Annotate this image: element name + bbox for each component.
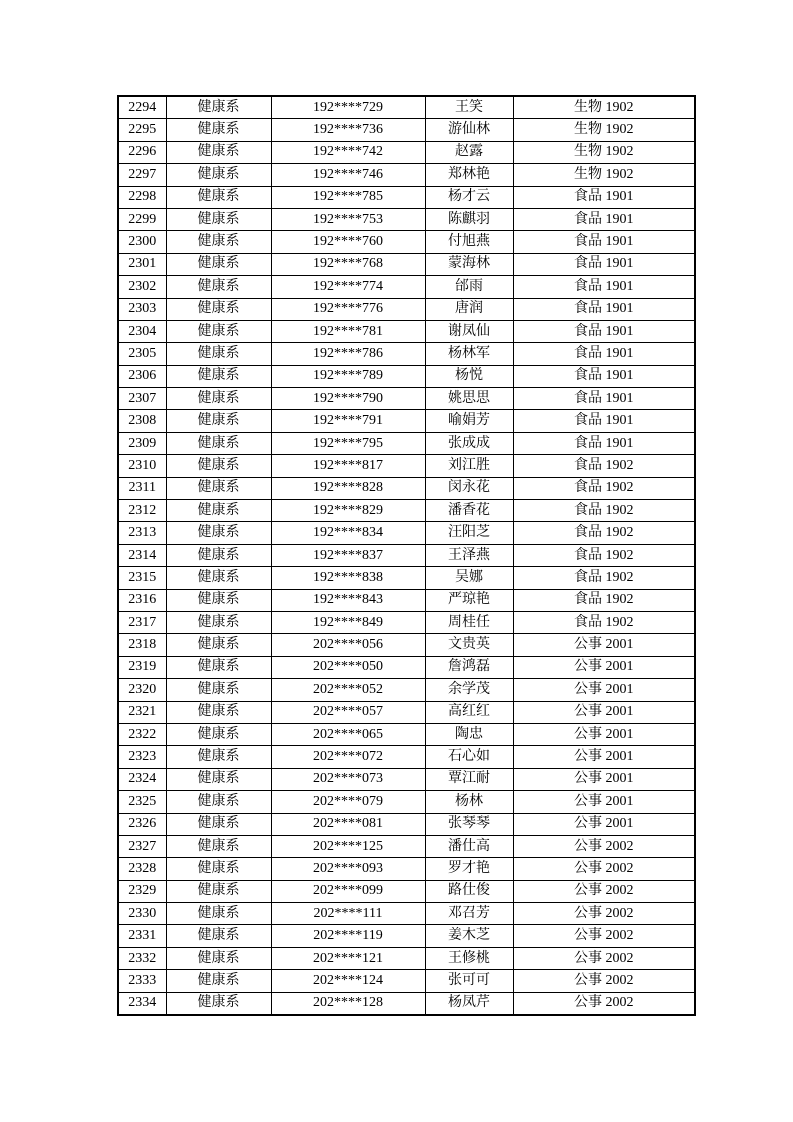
- table-row: [118, 679, 695, 701]
- cell-department: 健康系: [166, 365, 271, 387]
- cell-class: 公事 2001: [513, 746, 695, 768]
- cell-department: 健康系: [166, 746, 271, 768]
- cell-department: 健康系: [166, 253, 271, 275]
- cell-number: 2302: [118, 276, 166, 298]
- cell-number: 2322: [118, 723, 166, 745]
- cell-student-name: 杨林军: [425, 343, 513, 365]
- cell-number: 2316: [118, 589, 166, 611]
- cell-class: 公事 2002: [513, 835, 695, 857]
- cell-number: 2303: [118, 298, 166, 320]
- cell-class: 食品 1902: [513, 544, 695, 566]
- cell-student-id: 192****753: [271, 208, 425, 230]
- cell-student-id: 202****081: [271, 813, 425, 835]
- cell-student-name: 赵露: [425, 141, 513, 163]
- cell-department: 健康系: [166, 141, 271, 163]
- cell-department: 健康系: [166, 992, 271, 1015]
- cell-department: 健康系: [166, 276, 271, 298]
- cell-class: 生物 1902: [513, 164, 695, 186]
- table-row: [118, 656, 695, 678]
- cell-department: 健康系: [166, 701, 271, 723]
- cell-department: 健康系: [166, 723, 271, 745]
- cell-number: 2300: [118, 231, 166, 253]
- cell-student-name: 陈麒羽: [425, 208, 513, 230]
- cell-department: 健康系: [166, 903, 271, 925]
- cell-number: 2323: [118, 746, 166, 768]
- table-row: [118, 208, 695, 230]
- cell-department: 健康系: [166, 388, 271, 410]
- cell-class: 食品 1901: [513, 253, 695, 275]
- cell-department: 健康系: [166, 947, 271, 969]
- table-row: [118, 388, 695, 410]
- cell-student-name: 唐润: [425, 298, 513, 320]
- cell-department: 健康系: [166, 455, 271, 477]
- cell-student-name: 潘仕高: [425, 835, 513, 857]
- table-row: [118, 634, 695, 656]
- cell-department: 健康系: [166, 880, 271, 902]
- table-row: [118, 455, 695, 477]
- cell-class: 食品 1902: [513, 477, 695, 499]
- table-row: [118, 365, 695, 387]
- cell-department: 健康系: [166, 231, 271, 253]
- cell-student-name: 路仕俊: [425, 880, 513, 902]
- student-roster-body: [118, 96, 695, 1015]
- cell-class: 公事 2002: [513, 992, 695, 1015]
- table-row: [118, 276, 695, 298]
- cell-student-id: 192****837: [271, 544, 425, 566]
- cell-department: 健康系: [166, 343, 271, 365]
- cell-student-name: 王泽燕: [425, 544, 513, 566]
- cell-department: 健康系: [166, 544, 271, 566]
- cell-student-id: 202****052: [271, 679, 425, 701]
- cell-student-name: 郑林艳: [425, 164, 513, 186]
- cell-student-name: 张可可: [425, 970, 513, 992]
- cell-student-id: 202****121: [271, 947, 425, 969]
- cell-department: 健康系: [166, 791, 271, 813]
- cell-class: 公事 2001: [513, 656, 695, 678]
- cell-department: 健康系: [166, 119, 271, 141]
- cell-department: 健康系: [166, 858, 271, 880]
- cell-student-id: 192****791: [271, 410, 425, 432]
- cell-number: 2311: [118, 477, 166, 499]
- cell-class: 公事 2002: [513, 903, 695, 925]
- table-row: [118, 925, 695, 947]
- cell-student-id: 202****125: [271, 835, 425, 857]
- cell-department: 健康系: [166, 410, 271, 432]
- cell-class: 公事 2001: [513, 701, 695, 723]
- cell-student-name: 潘香花: [425, 500, 513, 522]
- cell-class: 食品 1902: [513, 611, 695, 633]
- cell-number: 2297: [118, 164, 166, 186]
- cell-number: 2306: [118, 365, 166, 387]
- cell-student-name: 刘江胜: [425, 455, 513, 477]
- table-row: [118, 186, 695, 208]
- cell-student-id: 202****050: [271, 656, 425, 678]
- table-row: [118, 992, 695, 1015]
- cell-student-id: 202****111: [271, 903, 425, 925]
- cell-class: 生物 1902: [513, 119, 695, 141]
- cell-number: 2294: [118, 96, 166, 119]
- cell-department: 健康系: [166, 589, 271, 611]
- table-row: [118, 544, 695, 566]
- cell-class: 公事 2002: [513, 970, 695, 992]
- cell-number: 2312: [118, 500, 166, 522]
- cell-number: 2324: [118, 768, 166, 790]
- cell-class: 食品 1901: [513, 320, 695, 342]
- cell-number: 2325: [118, 791, 166, 813]
- cell-class: 公事 2002: [513, 925, 695, 947]
- cell-student-name: 王修桃: [425, 947, 513, 969]
- cell-student-name: 杨凤芹: [425, 992, 513, 1015]
- cell-department: 健康系: [166, 768, 271, 790]
- cell-student-name: 覃江耐: [425, 768, 513, 790]
- cell-student-id: 192****774: [271, 276, 425, 298]
- cell-number: 2319: [118, 656, 166, 678]
- cell-class: 生物 1902: [513, 141, 695, 163]
- cell-number: 2334: [118, 992, 166, 1015]
- cell-department: 健康系: [166, 320, 271, 342]
- cell-student-name: 喻娟芳: [425, 410, 513, 432]
- cell-student-id: 192****781: [271, 320, 425, 342]
- cell-student-name: 文贵英: [425, 634, 513, 656]
- cell-class: 公事 2001: [513, 634, 695, 656]
- cell-department: 健康系: [166, 835, 271, 857]
- cell-number: 2304: [118, 320, 166, 342]
- cell-department: 健康系: [166, 432, 271, 454]
- cell-class: 食品 1901: [513, 208, 695, 230]
- cell-department: 健康系: [166, 96, 271, 119]
- cell-class: 生物 1902: [513, 96, 695, 119]
- cell-student-id: 192****817: [271, 455, 425, 477]
- table-row: [118, 835, 695, 857]
- cell-class: 食品 1901: [513, 388, 695, 410]
- cell-department: 健康系: [166, 298, 271, 320]
- table-row: [118, 96, 695, 119]
- cell-student-id: 202****057: [271, 701, 425, 723]
- cell-number: 2333: [118, 970, 166, 992]
- cell-class: 食品 1901: [513, 298, 695, 320]
- cell-class: 公事 2001: [513, 768, 695, 790]
- cell-student-name: 杨悦: [425, 365, 513, 387]
- cell-department: 健康系: [166, 634, 271, 656]
- cell-department: 健康系: [166, 567, 271, 589]
- table-row: [118, 880, 695, 902]
- table-row: [118, 253, 695, 275]
- cell-department: 健康系: [166, 208, 271, 230]
- cell-student-id: 202****128: [271, 992, 425, 1015]
- cell-student-id: 202****065: [271, 723, 425, 745]
- cell-student-name: 詹鸿磊: [425, 656, 513, 678]
- cell-number: 2326: [118, 813, 166, 835]
- table-row: [118, 947, 695, 969]
- student-roster-table: [117, 95, 696, 1016]
- cell-student-name: 石心如: [425, 746, 513, 768]
- cell-student-id: 202****072: [271, 746, 425, 768]
- cell-department: 健康系: [166, 500, 271, 522]
- cell-student-name: 游仙林: [425, 119, 513, 141]
- cell-student-id: 202****056: [271, 634, 425, 656]
- cell-student-id: 192****843: [271, 589, 425, 611]
- cell-student-id: 202****093: [271, 858, 425, 880]
- cell-student-id: 192****760: [271, 231, 425, 253]
- cell-student-id: 192****746: [271, 164, 425, 186]
- cell-student-id: 202****073: [271, 768, 425, 790]
- cell-student-id: 202****119: [271, 925, 425, 947]
- cell-department: 健康系: [166, 477, 271, 499]
- table-row: [118, 611, 695, 633]
- cell-number: 2330: [118, 903, 166, 925]
- cell-student-name: 周桂任: [425, 611, 513, 633]
- cell-number: 2315: [118, 567, 166, 589]
- cell-student-id: 192****736: [271, 119, 425, 141]
- table-row: [118, 119, 695, 141]
- table-row: [118, 858, 695, 880]
- cell-number: 2327: [118, 835, 166, 857]
- cell-number: 2309: [118, 432, 166, 454]
- table-row: [118, 567, 695, 589]
- cell-class: 食品 1902: [513, 589, 695, 611]
- cell-class: 食品 1902: [513, 522, 695, 544]
- cell-department: 健康系: [166, 656, 271, 678]
- cell-class: 公事 2001: [513, 813, 695, 835]
- cell-student-name: 高红红: [425, 701, 513, 723]
- cell-number: 2331: [118, 925, 166, 947]
- cell-class: 公事 2001: [513, 723, 695, 745]
- cell-number: 2328: [118, 858, 166, 880]
- cell-student-id: 192****849: [271, 611, 425, 633]
- table-row: [118, 410, 695, 432]
- cell-student-id: 202****079: [271, 791, 425, 813]
- cell-student-id: 192****828: [271, 477, 425, 499]
- cell-number: 2310: [118, 455, 166, 477]
- cell-class: 公事 2001: [513, 679, 695, 701]
- cell-class: 食品 1901: [513, 432, 695, 454]
- cell-student-id: 192****785: [271, 186, 425, 208]
- cell-student-name: 罗才艳: [425, 858, 513, 880]
- table-row: [118, 477, 695, 499]
- table-row: [118, 746, 695, 768]
- cell-number: 2307: [118, 388, 166, 410]
- table-row: [118, 320, 695, 342]
- cell-student-name: 付旭燕: [425, 231, 513, 253]
- table-row: [118, 589, 695, 611]
- cell-student-id: 192****776: [271, 298, 425, 320]
- cell-class: 食品 1901: [513, 276, 695, 298]
- cell-student-name: 吴娜: [425, 567, 513, 589]
- cell-class: 公事 2001: [513, 791, 695, 813]
- cell-student-name: 杨才云: [425, 186, 513, 208]
- cell-class: 食品 1901: [513, 410, 695, 432]
- cell-department: 健康系: [166, 925, 271, 947]
- cell-number: 2317: [118, 611, 166, 633]
- table-row: [118, 701, 695, 723]
- cell-student-name: 邓召芳: [425, 903, 513, 925]
- cell-student-name: 张成成: [425, 432, 513, 454]
- cell-class: 公事 2002: [513, 880, 695, 902]
- cell-student-id: 192****786: [271, 343, 425, 365]
- cell-department: 健康系: [166, 611, 271, 633]
- cell-student-id: 202****099: [271, 880, 425, 902]
- cell-number: 2329: [118, 880, 166, 902]
- cell-department: 健康系: [166, 522, 271, 544]
- table-row: [118, 522, 695, 544]
- cell-class: 公事 2002: [513, 947, 695, 969]
- cell-student-id: 192****838: [271, 567, 425, 589]
- cell-number: 2305: [118, 343, 166, 365]
- cell-student-name: 严琼艳: [425, 589, 513, 611]
- cell-student-name: 闵永花: [425, 477, 513, 499]
- cell-student-id: 192****834: [271, 522, 425, 544]
- cell-department: 健康系: [166, 813, 271, 835]
- table-row: [118, 231, 695, 253]
- cell-number: 2318: [118, 634, 166, 656]
- cell-student-id: 192****768: [271, 253, 425, 275]
- cell-student-id: 192****729: [271, 96, 425, 119]
- cell-student-name: 邰雨: [425, 276, 513, 298]
- cell-number: 2295: [118, 119, 166, 141]
- cell-student-name: 汪阳芝: [425, 522, 513, 544]
- cell-class: 食品 1901: [513, 343, 695, 365]
- cell-class: 公事 2002: [513, 858, 695, 880]
- table-row: [118, 723, 695, 745]
- cell-student-name: 蒙海林: [425, 253, 513, 275]
- table-row: [118, 141, 695, 163]
- cell-number: 2321: [118, 701, 166, 723]
- cell-student-id: 192****790: [271, 388, 425, 410]
- table-row: [118, 791, 695, 813]
- table-row: [118, 432, 695, 454]
- cell-student-id: 202****124: [271, 970, 425, 992]
- cell-student-id: 192****742: [271, 141, 425, 163]
- cell-class: 食品 1902: [513, 500, 695, 522]
- cell-student-id: 192****795: [271, 432, 425, 454]
- table-row: [118, 903, 695, 925]
- table-row: [118, 970, 695, 992]
- table-row: [118, 768, 695, 790]
- cell-department: 健康系: [166, 970, 271, 992]
- table-row: [118, 298, 695, 320]
- cell-student-name: 姜木芝: [425, 925, 513, 947]
- cell-number: 2320: [118, 679, 166, 701]
- cell-student-name: 谢凤仙: [425, 320, 513, 342]
- cell-class: 食品 1901: [513, 365, 695, 387]
- cell-department: 健康系: [166, 186, 271, 208]
- cell-student-id: 192****829: [271, 500, 425, 522]
- cell-number: 2301: [118, 253, 166, 275]
- cell-class: 食品 1902: [513, 455, 695, 477]
- cell-number: 2332: [118, 947, 166, 969]
- cell-department: 健康系: [166, 164, 271, 186]
- cell-number: 2308: [118, 410, 166, 432]
- cell-number: 2298: [118, 186, 166, 208]
- table-row: [118, 343, 695, 365]
- table-row: [118, 500, 695, 522]
- cell-number: 2296: [118, 141, 166, 163]
- cell-student-name: 杨林: [425, 791, 513, 813]
- cell-department: 健康系: [166, 679, 271, 701]
- cell-student-name: 张琴琴: [425, 813, 513, 835]
- cell-number: 2314: [118, 544, 166, 566]
- cell-student-id: 192****789: [271, 365, 425, 387]
- cell-student-name: 王笑: [425, 96, 513, 119]
- cell-student-name: 余学茂: [425, 679, 513, 701]
- cell-number: 2299: [118, 208, 166, 230]
- cell-number: 2313: [118, 522, 166, 544]
- cell-class: 食品 1902: [513, 567, 695, 589]
- cell-student-name: 陶忠: [425, 723, 513, 745]
- table-row: [118, 164, 695, 186]
- cell-class: 食品 1901: [513, 186, 695, 208]
- cell-class: 食品 1901: [513, 231, 695, 253]
- table-row: [118, 813, 695, 835]
- cell-student-name: 姚思思: [425, 388, 513, 410]
